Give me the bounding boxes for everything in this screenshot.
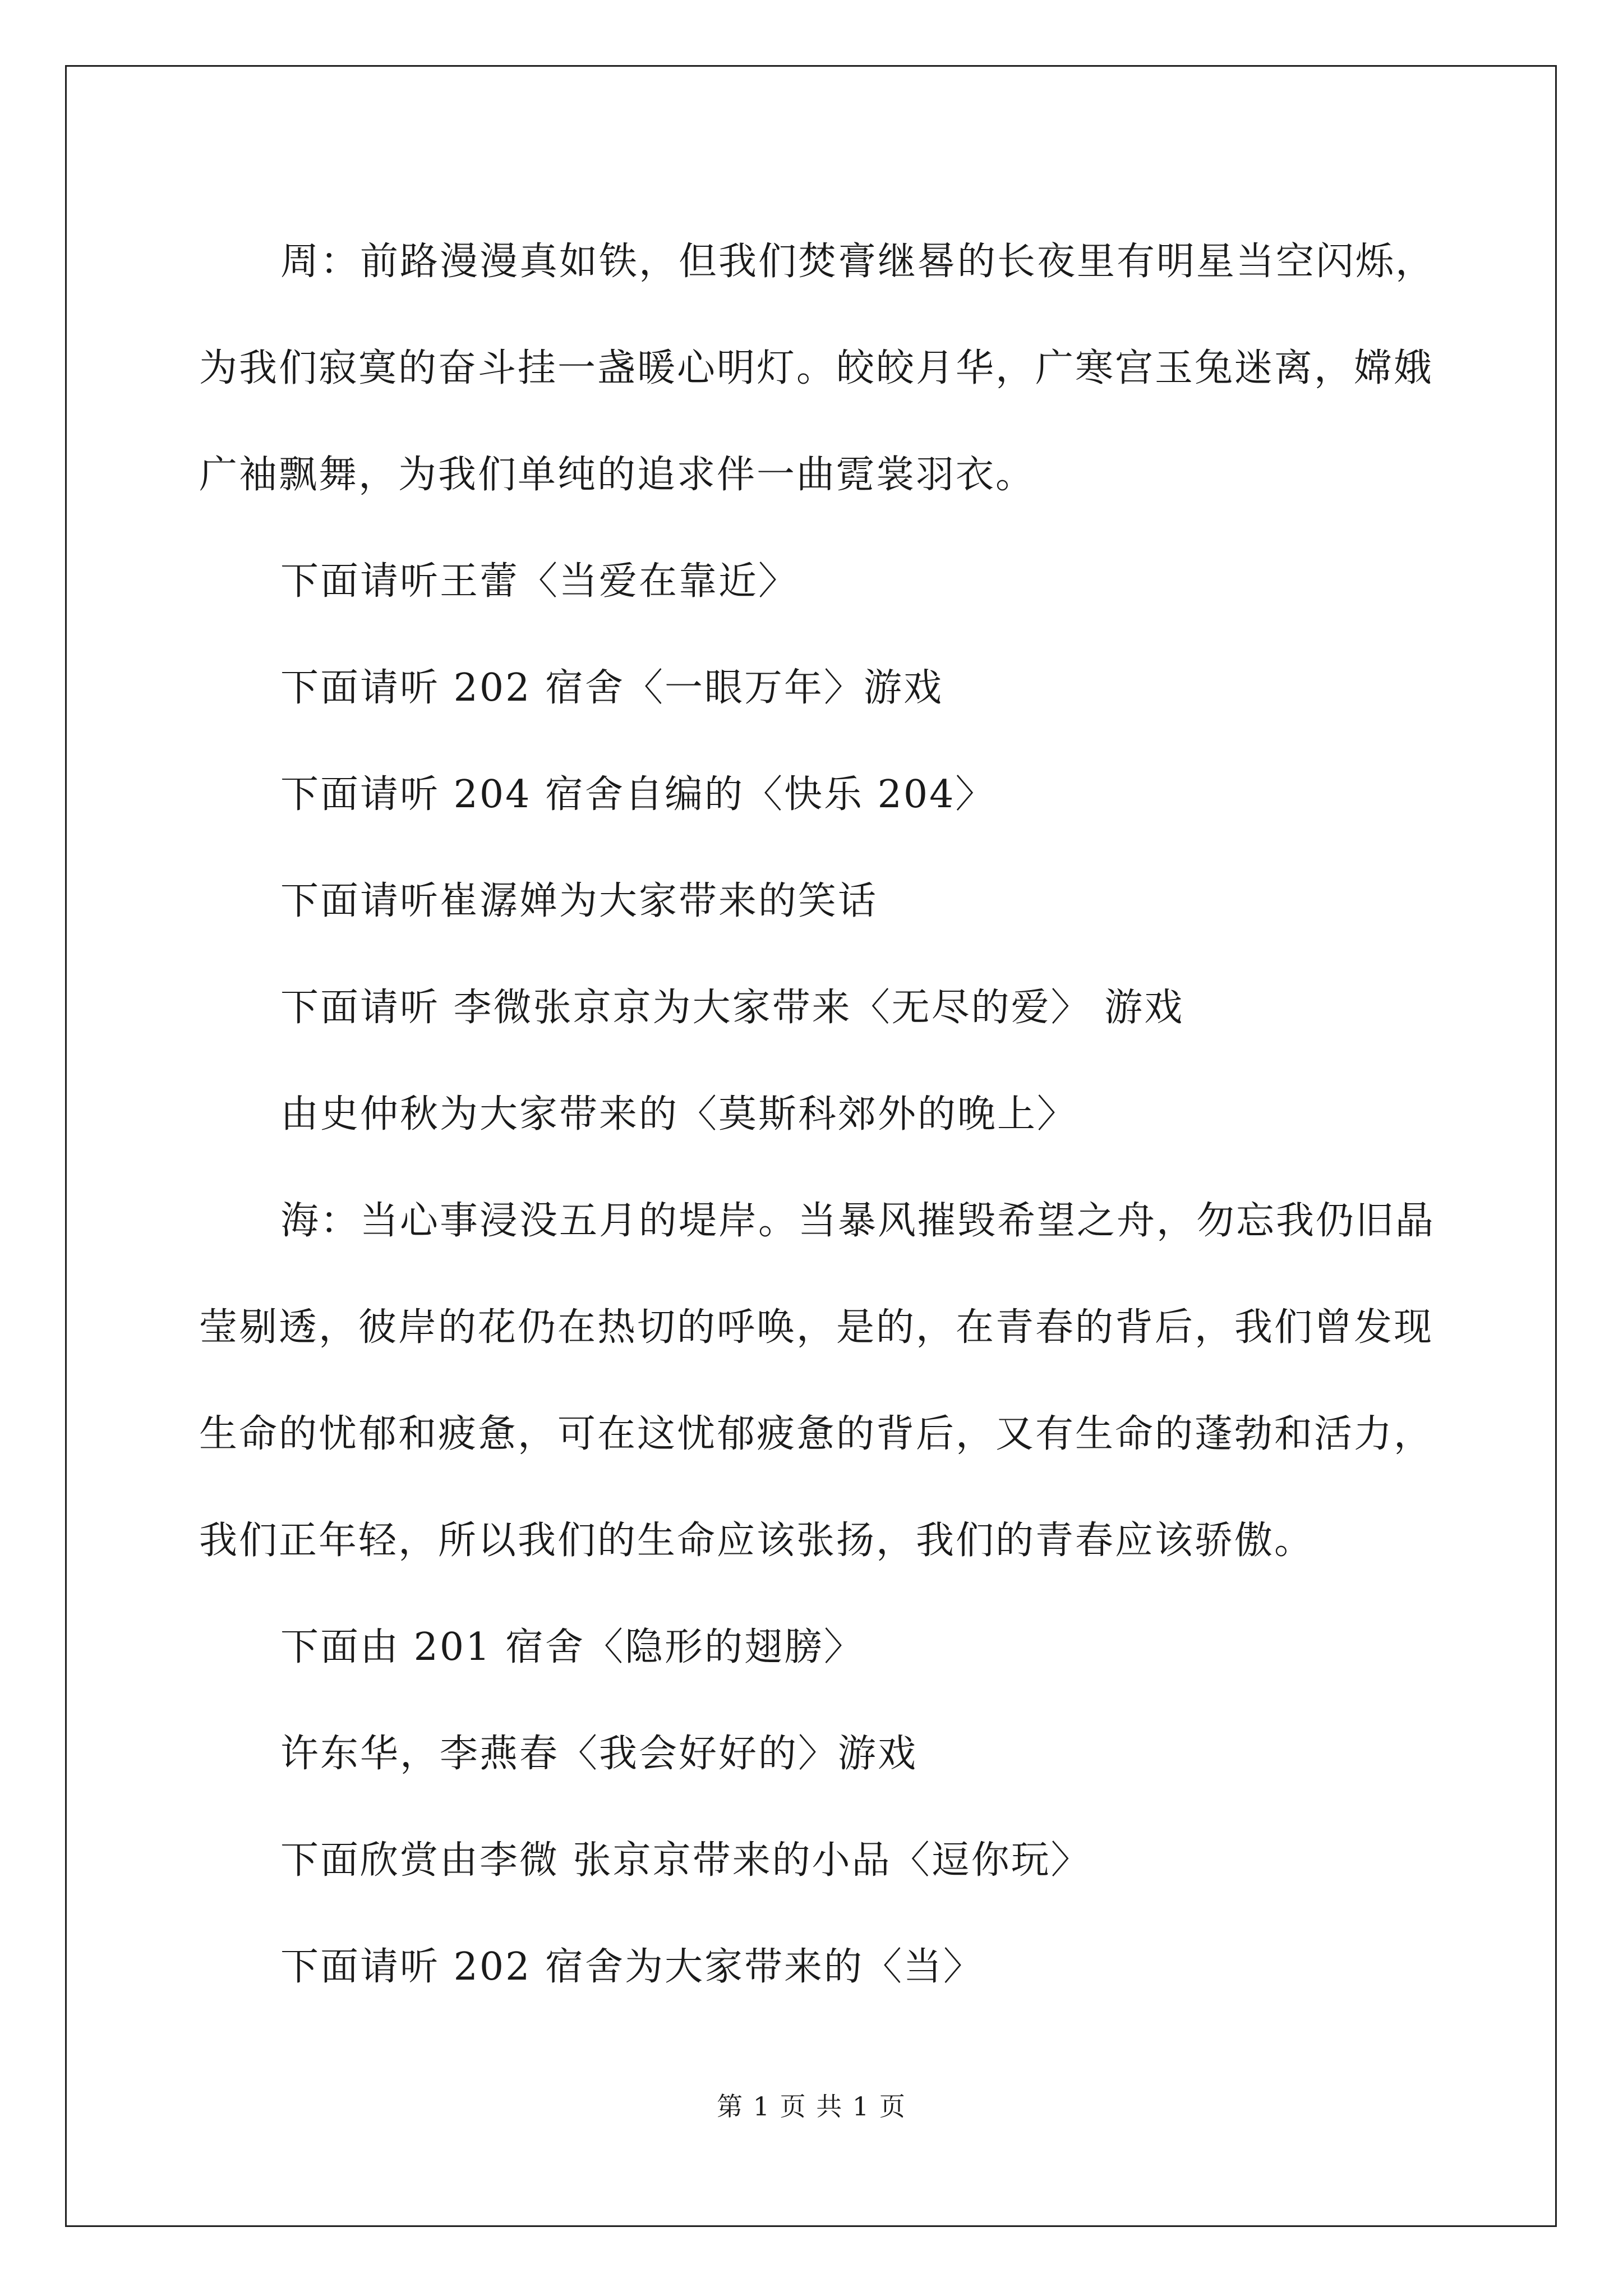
paragraph-hai: 海：当心事浸没五月的堤岸。当暴风摧毁希望之舟，勿忘我仍旧晶莹剔透，彼岸的花仍在热切的呼唤，是的，在青春的背后，我们曾发现生命的忧郁和疲惫，可在这忧郁疲惫的背后，又有生命的蓬勃和活力，我们正年轻，所以我们的生命应该张扬，我们的青春应该骄傲。 — [199, 1199, 1436, 1563]
program-line: 下面请听王蕾〈当爱在靠近〉 — [280, 559, 799, 604]
program-line: 由史仲秋为大家带来的〈莫斯科郊外的晚上〉 — [280, 1092, 1077, 1137]
paragraph-zhou: 周：前路漫漫真如铁，但我们焚膏继晷的长夜里有明星当空闪烁，为我们寂寞的奋斗挂一盏暖心明灯。皎皎月华，广寒宫玉兔迷离，嫦娥广袖飘舞，为我们单纯的追求伴一曲霓裳羽衣。 — [199, 240, 1436, 497]
page-footer: 第 1 页 共 1 页 — [717, 2091, 906, 2122]
program-line: 下面欣赏由李微 张京京带来的小品〈逗你玩〉 — [280, 1838, 1091, 1883]
program-line: 下面由 201 宿舍〈隐形的翅膀〉 — [280, 1625, 864, 1669]
program-line: 下面请听崔潺婵为大家带来的笑话 — [280, 879, 878, 923]
document-body — [199, 209, 1450, 2021]
program-line: 下面请听 202 宿舍为大家带来的〈当〉 — [280, 1945, 984, 1989]
program-line: 下面请听 202 宿舍〈一眼万年〉游戏 — [280, 666, 944, 710]
program-line: 许东华，李燕春〈我会好好的〉游戏 — [280, 1732, 918, 1776]
program-line: 下面请听 李微张京京为大家带来〈无尽的爱〉 游戏 — [280, 986, 1184, 1030]
program-line: 下面请听 204 宿舍自编的〈快乐 204〉 — [280, 772, 995, 817]
